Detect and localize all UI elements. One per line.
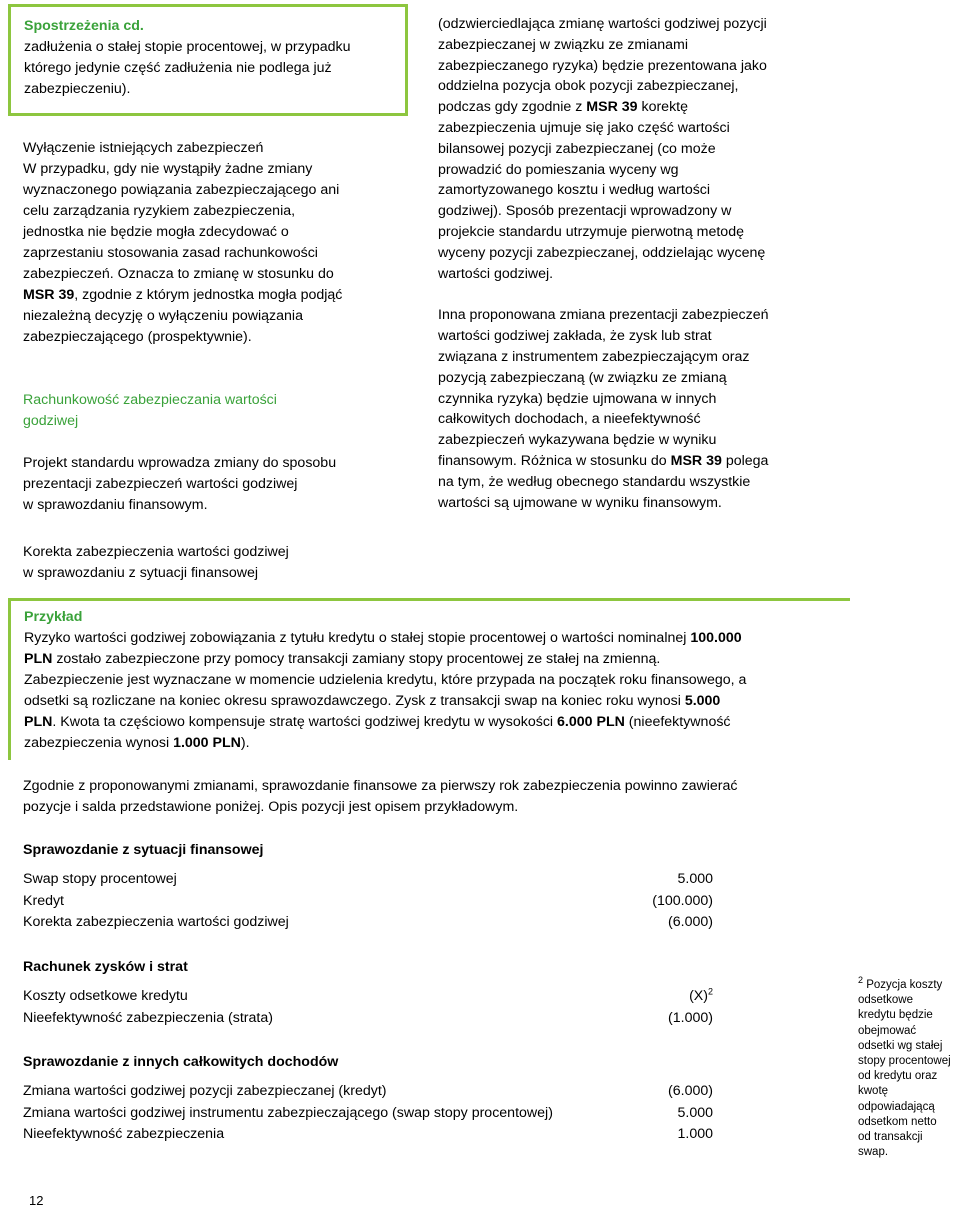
- currency: PLN: [24, 714, 53, 730]
- text-line: W przypadku, gdy nie wystąpiły żadne zmiany: [23, 161, 313, 177]
- text-line: bilansowej pozycji zabezpieczanej (co może: [438, 140, 716, 157]
- row-value: [633, 986, 713, 1008]
- text-line: Zgodnie z proponowanymi zmianami, sprawozdanie finansowe za pierwszy rok zabezpieczenia powinno zawierać: [23, 778, 738, 794]
- text-line: związana z instrumentem zabezpieczającym oraz: [438, 348, 750, 365]
- footnote-line: odpowiadającą: [858, 1100, 935, 1113]
- amount: 1.000 PLN: [173, 735, 241, 751]
- text-fragment: , zgodnie z którym jednostka mogła podjąć: [74, 287, 343, 303]
- text-line: zabezpieczeń wykazywana będzie w wyniku: [438, 432, 717, 449]
- text-line: w sprawozdaniu finansowym.: [23, 497, 208, 513]
- observations-line: którego jedynie część zadłużenia nie podlega już: [24, 60, 332, 76]
- table-row: [23, 1081, 713, 1103]
- table-row: [23, 1103, 713, 1125]
- text-line: wyceny pozycji zabezpieczanej, oddzielając wycenę: [438, 244, 766, 261]
- text-line: [438, 97, 798, 118]
- msr-ref: MSR 39: [23, 287, 75, 303]
- text-line: (odzwierciedlająca zmianę wartości godziwej pozycji: [438, 16, 767, 32]
- right-column: [438, 14, 798, 513]
- section-heading-derecognition: Wyłączenie istniejących zabezpieczeń: [23, 140, 264, 156]
- heading-line: w sprawozdaniu z sytuacji finansowej: [23, 565, 258, 581]
- footnote-line: odsetkom netto: [858, 1115, 937, 1128]
- row-label: Swap stopy procentowej: [23, 871, 177, 887]
- statement-financial-position: [23, 840, 713, 934]
- footnote-line: kredytu będzie: [858, 1009, 933, 1022]
- row-value: (100.000): [652, 892, 713, 909]
- text-line: zaprzestaniu stosowania zasad rachunkowości: [23, 245, 318, 261]
- msr-ref: MSR 39: [586, 99, 638, 116]
- row-value: (6.000): [668, 1083, 713, 1099]
- text-line: zabezpieczającego (prospektywnie).: [23, 329, 252, 345]
- text-line: celu zarządzania ryzykiem zabezpieczenia,: [23, 203, 296, 219]
- example-line: [24, 691, 850, 712]
- row-value: 5.000: [677, 1104, 713, 1121]
- text-fragment: (nieefektywność: [624, 714, 731, 730]
- example-line: [24, 733, 850, 754]
- statement-heading: Sprawozdanie z sytuacji finansowej: [23, 842, 264, 858]
- text-fragment: polega: [721, 452, 769, 469]
- text-line: niezależną decyzję o wyłączeniu powiązania: [23, 308, 303, 324]
- row-value: 1.000: [677, 1126, 713, 1142]
- text-line: [23, 285, 398, 306]
- amount: 100.000: [690, 630, 742, 646]
- footnote: [858, 975, 960, 1160]
- page-number: 12: [29, 1193, 44, 1206]
- text-line: wartości są ujmowane w wyniku finansowym.: [438, 494, 722, 511]
- text-line: całkowitych dochodach, a nieefektywność: [438, 411, 701, 428]
- text-fragment: Ryzyko wartości godziwej zobowiązania z tytułu kredytu o stałej stopie procentowej o wartości nominalnej: [24, 630, 691, 646]
- table-row: [23, 1124, 713, 1146]
- footnote-line: kwotę: [858, 1085, 889, 1098]
- observations-line: zabezpieczeniu).: [24, 81, 131, 97]
- row-label: Koszty odsetkowe kredytu: [23, 988, 188, 1004]
- text-line: prowadzić do pomieszania wyceny wg: [438, 161, 679, 178]
- row-value: 5.000: [677, 871, 713, 887]
- table-row: [23, 869, 713, 891]
- footnote-line: swap.: [858, 1146, 889, 1159]
- footnote-line: od kredytu oraz: [858, 1070, 938, 1083]
- text-line: wartości godziwej.: [438, 265, 554, 282]
- footnote-number: 2: [858, 975, 864, 986]
- text-line: Projekt standardu wprowadza zmiany do sposobu: [23, 455, 337, 471]
- left-column: [23, 138, 398, 516]
- footnote-line: [858, 975, 960, 993]
- text-line: jednostka nie będzie mogła zdecydować o: [23, 224, 289, 240]
- text-line: [438, 451, 798, 472]
- example-line: [24, 712, 850, 733]
- text-line: zabezpieczanego ryzyka) będzie prezentowana jako: [438, 57, 767, 74]
- intro-paragraph: [23, 776, 803, 818]
- text-line: zabezpieczanej w związku ze zmianami: [438, 36, 688, 53]
- row-label: Nieefektywność zabezpieczenia: [23, 1126, 225, 1142]
- example-line: Zabezpieczenie jest wyznaczane w momencie udzielenia kredytu, które przypada na początek roku finansowego, a: [24, 672, 747, 688]
- text-line: pozycje i salda przedstawione poniżej. Opis pozycji jest opisem przykładowym.: [23, 799, 519, 815]
- korekta-heading: [23, 542, 363, 584]
- observations-box: [8, 4, 408, 116]
- text-fragment: ).: [240, 735, 250, 751]
- example-line: [24, 628, 850, 649]
- text-fragment: . Kwota ta częściowo kompensuje stratę wartości godziwej kredytu w wysokości: [52, 714, 558, 730]
- text-fragment: korektę: [637, 99, 688, 116]
- example-box: [8, 598, 850, 760]
- text-fragment: Pozycja koszty: [866, 979, 943, 991]
- text-line: pozycją zabezpieczaną (w związku ze zmianą: [438, 369, 727, 386]
- text-line: godziwej). Sposób prezentacji wprowadzony w: [438, 203, 732, 220]
- text-line: wyznaczonego powiązania zabezpieczającego ani: [23, 182, 340, 198]
- example-line: [24, 649, 850, 670]
- observations-line: zadłużenia o stałej stopie procentowej, w przypadku: [24, 39, 351, 55]
- row-label: Nieefektywność zabezpieczenia (strata): [23, 1009, 273, 1026]
- section-heading-fair-value: Rachunkowość zabezpieczania wartości: [23, 392, 277, 408]
- text-line: Inna proponowana zmiana prezentacji zabezpieczeń: [438, 307, 769, 324]
- text-line: prezentacji zabezpieczeń wartości godziwej: [23, 476, 298, 492]
- footnote-line: odsetki wg stałej: [858, 1039, 943, 1052]
- currency: PLN: [24, 651, 53, 667]
- other-comprehensive-income: [23, 1052, 713, 1146]
- table-row: [23, 1008, 713, 1030]
- text-fragment: zostało zabezpieczone przy pomocy transakcji zamiany stopy procentowej ze stałej na zmienną.: [52, 651, 661, 667]
- section-heading-fair-value: godziwej: [23, 413, 79, 429]
- statement-heading: Rachunek zysków i strat: [23, 959, 188, 975]
- text-line: oddzielna pozycja obok pozycji zabezpieczanej,: [438, 78, 739, 95]
- row-label: Zmiana wartości godziwej pozycji zabezpieczanej (kredyt): [23, 1083, 387, 1099]
- text-fragment: odsetki są rozliczane na koniec okresu sprawozdawczego. Zysk z transakcji swap na koniec roku wynosi: [24, 693, 685, 709]
- footnote-line: obejmować: [858, 1024, 917, 1037]
- text-line: zamortyzowanego kosztu i według wartości: [438, 182, 711, 199]
- footnote-line: odsetkowe: [858, 994, 913, 1007]
- row-value: (1.000): [668, 1009, 713, 1026]
- table-row: [23, 986, 713, 1008]
- table-row: [23, 912, 713, 934]
- row-label: Zmiana wartości godziwej instrumentu zabezpieczającego (swap stopy procentowej): [23, 1104, 553, 1121]
- footnote-line: stopy procentowej: [858, 1055, 951, 1068]
- text-fragment: finansowym. Różnica w stosunku do: [438, 452, 671, 469]
- text-fragment: zabezpieczenia wynosi: [24, 735, 174, 751]
- text-line: wartości godziwej zakłada, że zysk lub strat: [438, 328, 712, 345]
- amount: 6.000 PLN: [557, 714, 625, 730]
- text-fragment: podczas gdy zgodnie z: [438, 99, 587, 116]
- row-value: (6.000): [668, 914, 713, 930]
- heading-line: Korekta zabezpieczenia wartości godziwej: [23, 544, 289, 560]
- statement-heading: Sprawozdanie z innych całkowitych dochodów: [23, 1054, 339, 1070]
- income-statement: [23, 957, 713, 1029]
- text-line: zabezpieczenia ujmuje się jako część wartości: [438, 119, 730, 136]
- footnote-line: od transakcji: [858, 1131, 923, 1144]
- table-row: [23, 891, 713, 913]
- example-title: Przykład: [24, 609, 83, 625]
- amount: 5.000: [684, 693, 721, 709]
- value-text: (X): [689, 988, 708, 1004]
- text-line: czynnika ryzyka) będzie ujmowana w innych: [438, 390, 717, 407]
- observations-title: Spostrzeżenia cd.: [24, 18, 144, 34]
- row-label: Korekta zabezpieczenia wartości godziwej: [23, 914, 289, 930]
- text-line: zabezpieczeń. Oznacza to zmianę w stosunku do: [23, 266, 334, 282]
- text-line: na tym, że według obecnego standardu wszystkie: [438, 473, 751, 490]
- footnote-ref: 2: [707, 986, 713, 997]
- msr-ref: MSR 39: [670, 452, 722, 469]
- text-line: projekcie standardu utrzymuje pierwotną metodę: [438, 223, 744, 240]
- row-label: Kredyt: [23, 892, 65, 909]
